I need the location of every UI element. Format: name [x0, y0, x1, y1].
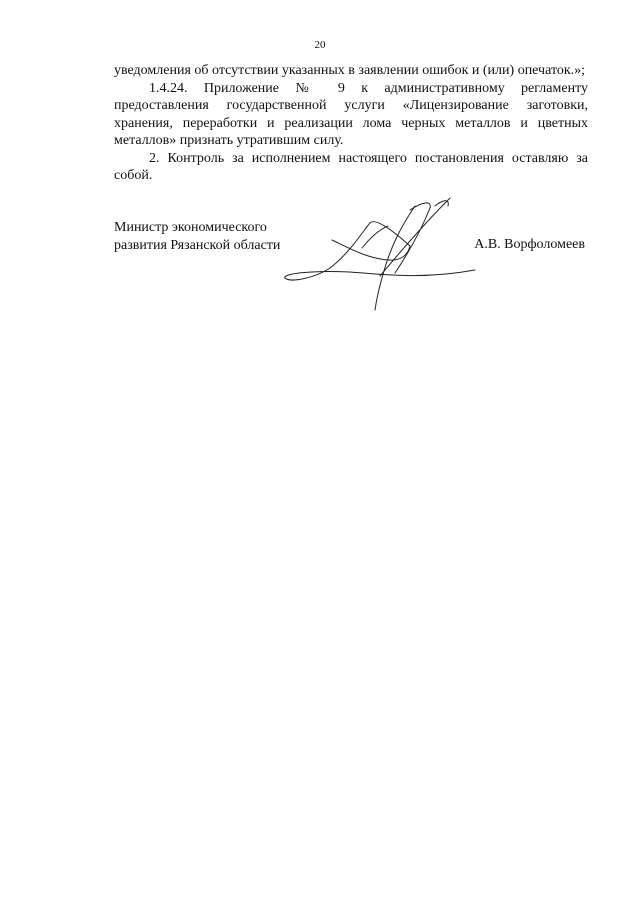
paragraph-item-2: 2. Контроль за исполнением настоящего постановления оставляю за собой.	[114, 150, 588, 183]
signer-position-line-1: Министр экономического	[114, 220, 267, 235]
document-body	[114, 62, 588, 185]
handwritten-signature	[270, 188, 500, 313]
signer-position-line-2: развития Рязанской области	[114, 237, 281, 253]
page-number: 20	[314, 39, 326, 51]
paragraph-item-1-4-24: 1.4.24. Приложение № 9 к административному регламенту предоставления государственной услуги «Лицензирование заготовки, хранения, переработки и реализации лома черных металлов и цветных металлов» признать утратившим силу.	[114, 80, 588, 148]
signer-name: А.В. Ворфоломеев	[474, 237, 585, 252]
paragraph-continuation: уведомления об отсутствии указанных в заявлении ошибок и (или) опечаток.»;	[114, 63, 586, 78]
signer-position	[114, 219, 280, 254]
